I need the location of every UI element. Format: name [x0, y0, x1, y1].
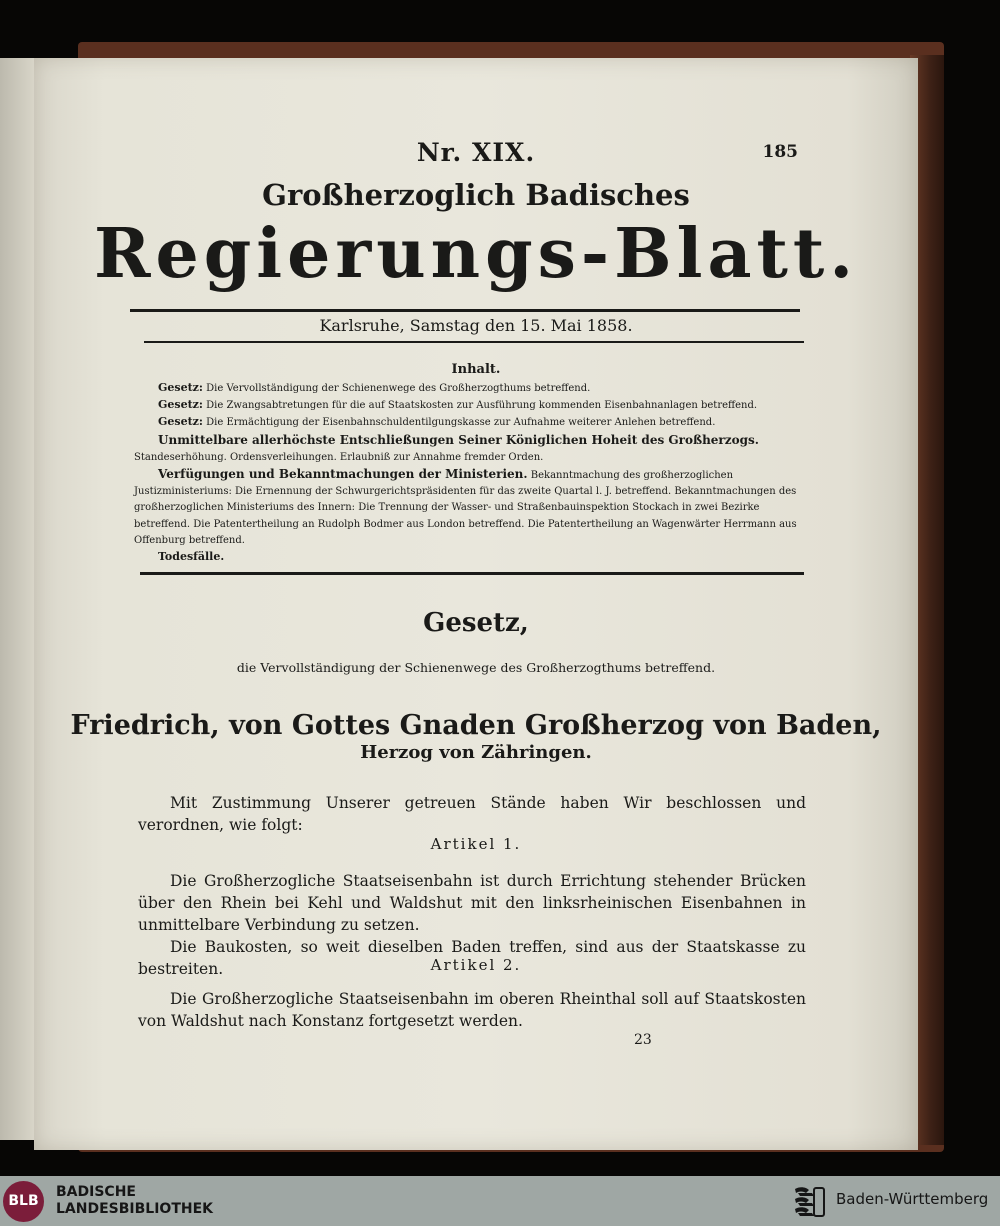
article-1-text: Die Großherzogliche Staatseisenbahn ist durch Errichtung stehender Brücken über den Rhein bei Kehl und Waldshut mit den linksrheinischen Eisenbahnen in unmittelbare Verbindung zu setzen. Die Baukosten, so weit dieselben Baden treffen, sind aus der Staatskasse zu bestreiten. [138, 872, 806, 978]
contents-rule [140, 572, 804, 575]
contents-entry: Gesetz: Die Zwangsabtretungen für die auf Staatskosten zur Ausführung kommenden Eisenbahnanlagen betreffend. [158, 398, 758, 412]
masthead-title: Regierungs-Blatt. [93, 214, 859, 294]
previous-page-edge [0, 58, 36, 1140]
issue-number: Nr. XIX. [416, 138, 536, 167]
dateline: Karlsruhe, Samstag den 15. Mai 1858. [319, 316, 633, 335]
state-name[interactable]: Baden-Württemberg [836, 1190, 989, 1208]
preamble: Mit Zustimmung Unserer getreuen Stände haben Wir beschlossen und verordnen, wie folgt: [138, 794, 806, 834]
document-page [34, 58, 918, 1150]
library-name-line1: BADISCHE [56, 1184, 136, 1200]
lions-crest-icon [792, 1184, 828, 1220]
law-subject: die Vervollständigung der Schienenwege des Großherzogthums betreffend. [236, 660, 716, 675]
sovereign-subtitle: Herzog von Zähringen. [360, 742, 592, 763]
article-1-heading: Artikel 1. [430, 835, 522, 853]
contents-entry: Unmittelbare allerhöchste Entschließungen Seiner Königlichen Hoheit des Großherzogs. Standeserhöhung. Ordensverleihungen. Erlaubniß zur Annahme fremder Orden. [134, 432, 759, 463]
contents-entry: Gesetz: Die Ermächtigung der Eisenbahnschuldentilgungskasse zur Aufnahme weiterer Anlehen betreffend. [158, 415, 716, 429]
page-number: 185 [762, 142, 798, 162]
masthead-rule-bottom [144, 341, 804, 343]
contents-entry: Gesetz: Die Vervollständigung der Schienenwege des Großherzogthums betreffend. [158, 381, 591, 394]
contents-entry: Verfügungen und Bekanntmachungen der Ministerien. Bekanntmachung des großherzoglichen Justizministeriums: Die Ernennung der Schwurgerichtspräsidenten für das zweite Quartal l. J. betreffend. Bekanntmachungen des großherzoglichen Ministeriums des Innern: Die Trennung der Wasser- und Straßenbauinspektion Stockach in zwei Bezirke betreffend. Die Patentertheilung an Rudolph Bodmer aus London betreffend. Die Patentertheilung an Wagenwärter Herrmann aus Offenburg betreffend. [134, 467, 797, 546]
library-name[interactable] [56, 1184, 213, 1218]
masthead-rule-top [130, 309, 800, 312]
footer-bar [0, 1176, 1000, 1226]
article-2-heading: Artikel 2. [430, 956, 522, 974]
law-heading: Gesetz, [423, 608, 529, 638]
sovereign-title: Friedrich, von Gottes Gnaden Großherzog von Baden, [70, 710, 882, 741]
signature-mark: 23 [634, 1032, 652, 1048]
article-2-text: Die Großherzogliche Staatseisenbahn im oberen Rheinthal soll auf Staatskosten von Waldshut nach Konstanz fortgesetzt werden. [138, 990, 806, 1030]
table-of-contents [134, 380, 806, 566]
contents-entry: Todesfälle. [158, 550, 225, 564]
library-name-line2: LANDESBIBLIOTHEK [56, 1201, 214, 1217]
blb-logo[interactable]: BLB [3, 1181, 44, 1222]
contents-heading: Inhalt. [451, 362, 501, 377]
masthead-subtitle: Großherzoglich Badisches [262, 178, 690, 212]
